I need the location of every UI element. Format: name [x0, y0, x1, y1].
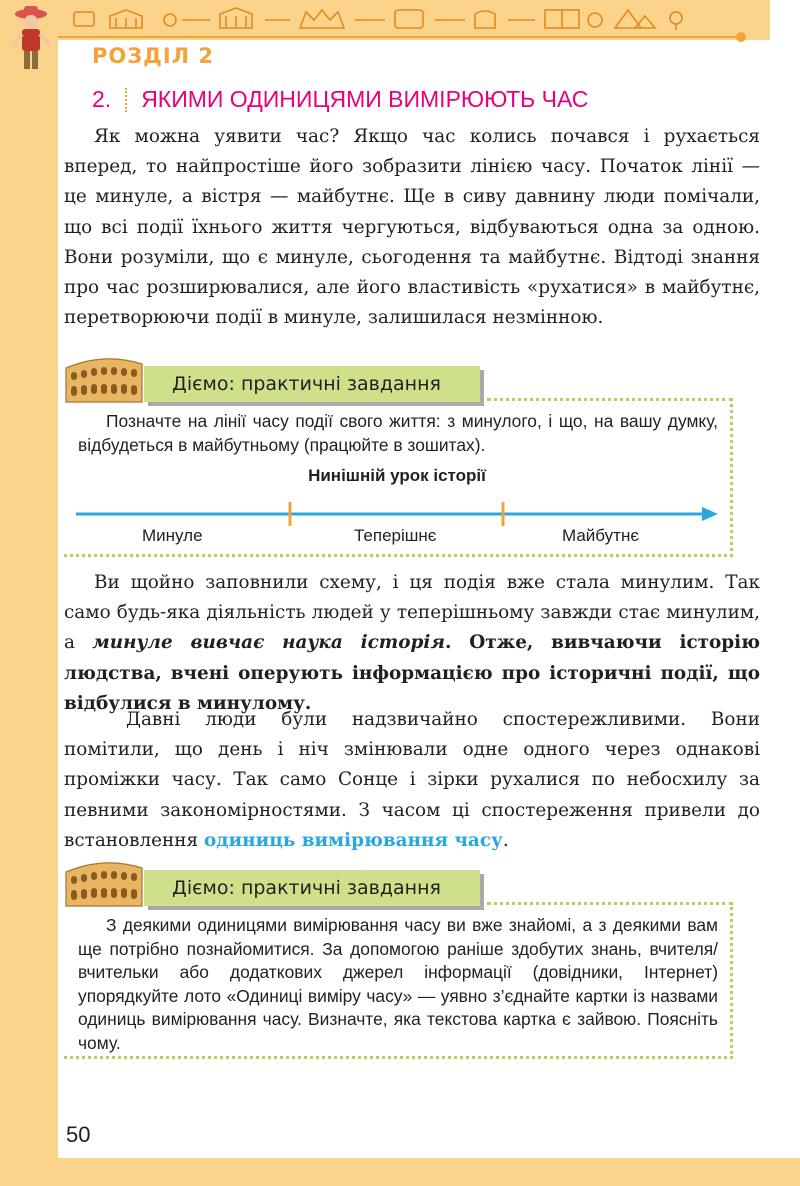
history-icons-strip: [70, 4, 710, 34]
paragraph-3-end: .: [502, 829, 509, 851]
page-frame-left: [0, 0, 58, 1186]
activity-box-1-top-border: [487, 398, 733, 404]
subsection-title: ЯКИМИ ОДИНИЦЯМИ ВИМІРЮЮТЬ ЧАС: [141, 86, 589, 112]
paragraph-2-text: Ви щойно заповнили схему, і ця подія вже стала минулим. Так само будь-яка діяльність людей у теперішньому завжди стає минулим, а: [64, 572, 760, 654]
subsection-divider: [125, 88, 129, 112]
timeline-label-past: Минуле: [142, 526, 203, 545]
activity-2-instruction: З деякими одиницями вимірювання часу ви вже знайомі, а з деякими вам ще потрібно познайомитися. За допомогою раніше здобутих знань, вчителя/вчительки або додаткових джерел інформації (довідники, Інтернет) упорядкуйте лото «Одиниці виміру часу» — уявно з’єднайте картки із назвами одиниць вимірювання часу. Визначте, яка текстова картка є зайвою. Поясніть чому.: [78, 915, 718, 1053]
subsection-number: 2.: [92, 86, 112, 112]
header-rule-dot: [736, 32, 746, 42]
paragraph-3-text: Давні люди були надзвичайно спостережливими. Вони помітили, що день і ніч змінювали одне одного через однакові проміжки часу. Так само Сонце і зірки рухалися по небосхилу за певними закономірностями. З часом ці спостереження привели до встановлення: [64, 709, 760, 851]
intro-paragraph: [64, 122, 760, 333]
timeline-line: [74, 502, 720, 526]
paragraph-history-definition: [64, 568, 760, 719]
activity-banner-2: Діємо: практичні завдання: [144, 870, 480, 906]
activity-box-2: [64, 902, 733, 1059]
timeline-label-future: Майбутнє: [562, 526, 640, 545]
paragraph-observations: [64, 705, 760, 856]
activity-1-text: [78, 410, 718, 457]
section-label: РОЗДІЛ 2: [92, 44, 215, 68]
timeline-title: Нинішній урок історії: [308, 466, 486, 485]
explorer-figure-icon: [4, 2, 58, 74]
header-rule: [58, 36, 738, 38]
activity-1-instruction: Позначте на лінії часу події свого життя: з минулого, і що, на вашу думку, відбудеться в майбутньому (працюйте в зошитах).: [78, 411, 718, 455]
activity-box-2-top-border: [487, 902, 733, 908]
activity-banner-1: Діємо: практичні завдання: [144, 366, 480, 402]
page-frame-bottom: [0, 1158, 800, 1186]
paragraph-2-conclusion: . Отже, вивчаючи історію людства, вчені оперують інформацією про історичні події, що відбулися в минулому.: [64, 632, 761, 714]
subsection-heading: [92, 86, 588, 113]
page-number: 50: [66, 1122, 91, 1147]
paragraph-2-key-term: минуле вивчає наука історія: [92, 632, 445, 654]
paragraph-3-accent-term: одиниць вимірювання часу: [204, 829, 503, 851]
activity-2-text: [78, 914, 718, 1055]
intro-paragraph-text: Як можна уявити час? Якщо час колись почався і рухається вперед, то найпростіше його зобразити лінією часу. Початок лінії — це минуле, а вістря — майбутнє. Ще в сиву давнину люди помічали, що всі події їхнього життя чергуються, відбуваються одна за одною. Вони розуміли, що є минуле, сьогодення та майбутнє. Відтоді знання про час розширювалися, але його властивість «рухатися» в майбутнє, перетворюючи події в минуле, залишилася незмінною.: [64, 126, 760, 329]
timeline-label-present: Теперішнє: [354, 526, 437, 545]
activity-box-1: [64, 398, 733, 557]
